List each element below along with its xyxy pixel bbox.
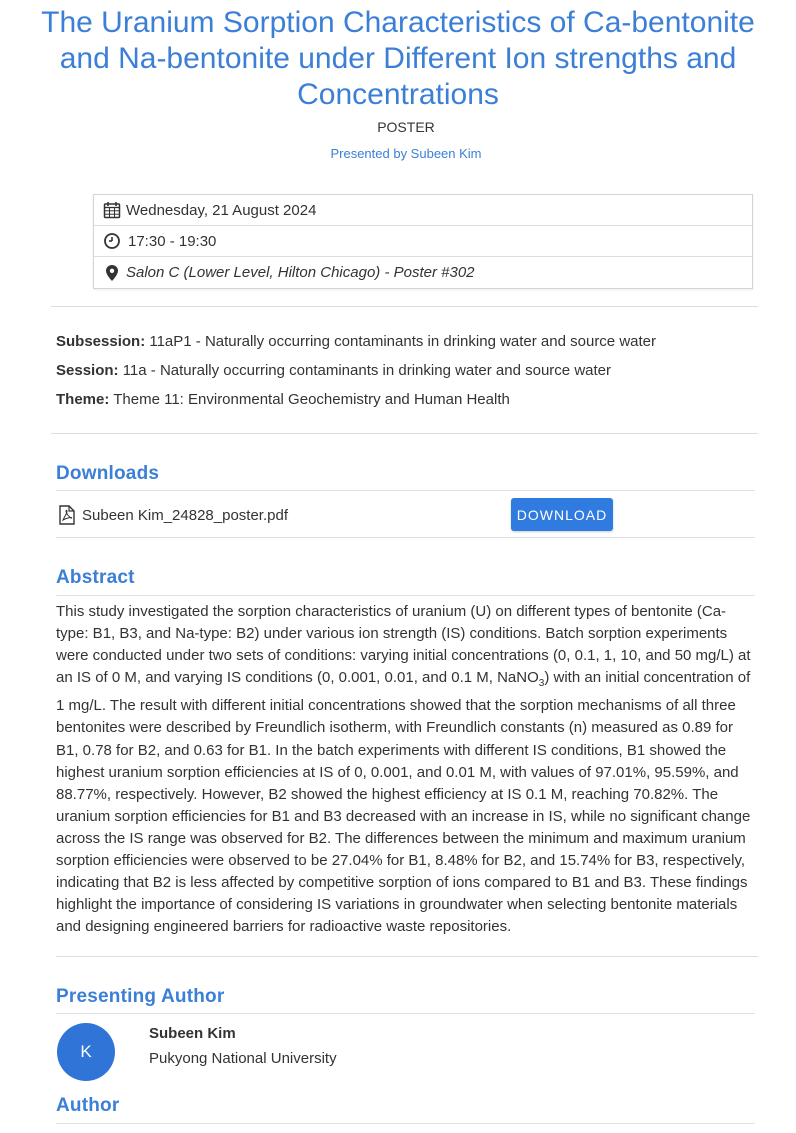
date-text: Wednesday, 21 August 2024	[126, 201, 317, 219]
download-file-row	[58, 505, 288, 525]
abstract-heading: Abstract	[56, 567, 135, 588]
author-heading: Author	[56, 1095, 120, 1116]
abstract-text-part2: ) with an initial concentration of 1 mg/L. The result with different initial concentrations showed that the sorption mechanisms of all three bentonites were described by Freundlich isotherm, with Freundlich constants (n) measured as 0.89 for B1, 0.78 for B2, and 0.63 for B1. In the batch experiments with different IS conditions, B1 showed the highest uranium sorption efficiencies at IS of 0, 0.001, and 0.01 M, with values of 97.01%, 95.59%, and 88.77%, respectively. However, B2 showed the highest efficiency at IS 0.1 M, reaching 70.82%. The uranium sorption efficiencies for B1 and B3 decreased with an increase in IS, while no significant change across the IS range was observed for B2. The differences between the minimum and maximum uranium sorption efficiencies were observed to be 27.04% for B1, 8.48% for B2, and 15.74% for B3, respectively, indicating that B2 is less affected by competitive sorption of ions compared to B1 and B3. These findings highlight the importance of considering IS variations in groundwater when selecting bentonite materials and designing engineered barriers for radioactive waste repositories.	[56, 669, 751, 936]
time-row	[94, 226, 752, 257]
session-value: 11a - Naturally occurring contaminants in drinking water and source water	[122, 362, 611, 379]
theme-line	[56, 391, 510, 408]
divider	[51, 306, 758, 307]
theme-label: Theme:	[56, 391, 110, 408]
page-title: The Uranium Sorption Characteristics of Ca-bentonite and Na-bentonite under Different Ion strengths and Concentrations	[41, 6, 755, 111]
presentation-type: POSTER	[377, 119, 435, 135]
time-text: 17:30 - 19:30	[128, 232, 217, 250]
subsession-label: Subsession:	[56, 333, 146, 350]
section-rule	[56, 490, 755, 491]
section-rule	[56, 595, 755, 596]
presenting-author-heading: Presenting Author	[56, 986, 225, 1007]
section-rule	[56, 537, 755, 538]
downloads-heading: Downloads	[56, 463, 160, 484]
theme-value: Theme 11: Environmental Geochemistry and Human Health	[113, 391, 510, 408]
location-row	[94, 257, 752, 288]
session-info-box	[93, 194, 753, 289]
clock-icon	[102, 231, 122, 251]
download-button[interactable]: DOWNLOAD	[511, 498, 613, 531]
subsession-line	[56, 333, 656, 350]
presenting-author-name[interactable]: Subeen Kim	[149, 1025, 236, 1042]
section-rule	[56, 1013, 755, 1014]
avatar: K	[57, 1023, 115, 1081]
pdf-file-icon	[58, 505, 76, 525]
location-text: Salon C (Lower Level, Hilton Chicago) - Poster #302	[126, 264, 475, 281]
abstract-text-part1: This study investigated the sorption characteristics of uranium (U) on different types of bentonite (Ca-type: B1, B3, and Na-type: B2) under various ion strength (IS) conditions. Batch sorption experiments were conducted under two sets of conditions: varying initial concentrations (0, 0.1, 1, 10, and 50 mg/L) at an IS of 0 M, and varying IS conditions (0, 0.001, 0.01, and 0.1 M, NaNO	[56, 603, 751, 687]
presented-by-link[interactable]: Presented by Subeen Kim	[330, 146, 482, 161]
section-rule	[56, 1123, 755, 1124]
calendar-icon	[102, 200, 122, 220]
map-marker-icon	[102, 263, 122, 283]
abstract-subscript: 3	[538, 678, 545, 690]
session-label: Session:	[56, 362, 119, 379]
download-file-name: Subeen Kim_24828_poster.pdf	[82, 506, 288, 524]
abstract-text	[56, 601, 758, 938]
date-row	[94, 195, 752, 226]
divider	[56, 956, 758, 957]
presenting-author-affiliation: Pukyong National University	[149, 1050, 337, 1067]
subsession-value: 11aP1 - Naturally occurring contaminants in drinking water and source water	[149, 333, 656, 350]
divider	[51, 433, 758, 434]
session-line	[56, 362, 611, 379]
